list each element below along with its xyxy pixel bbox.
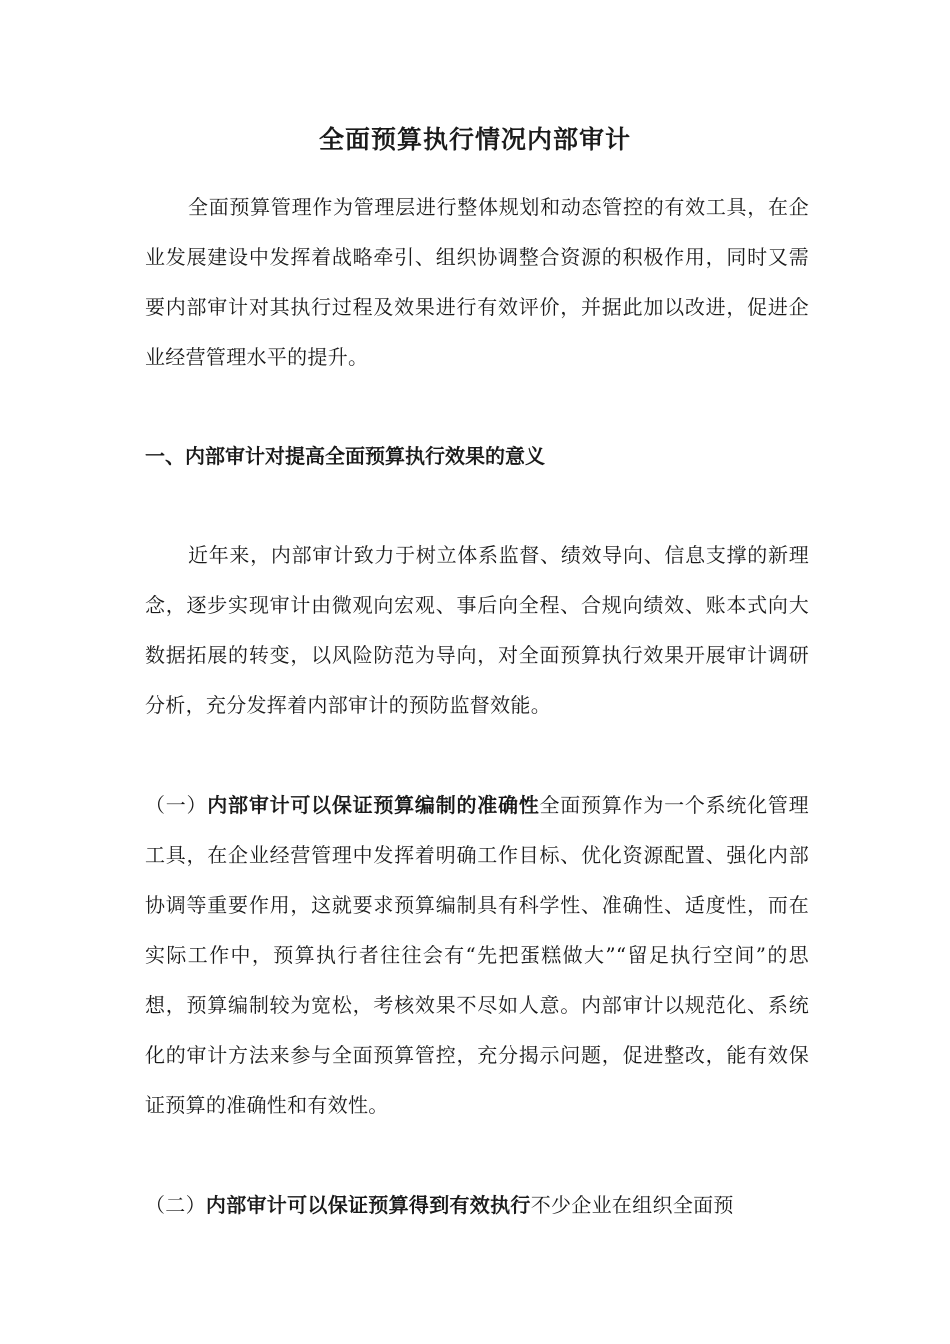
intro-paragraph: 全面预算管理作为管理层进行整体规划和动态管控的有效工具，在企业发展建设中发挥着战略牵引、组织协调整合资源的积极作用，同时又需要内部审计对其执行过程及效果进行有效评价，并据此加以改进，促进企业经营管理水平的提升。 (145, 195, 809, 369)
subsection-2-label: （二） (145, 1193, 206, 1217)
subsection-2-body: 不少企业在组织全面预 (530, 1193, 734, 1217)
section-heading: 一、内部审计对提高全面预算执行效果的意义 (145, 444, 545, 468)
document-title: 全面预算执行情况内部审计 (318, 125, 631, 154)
subsection-2-paragraph (145, 1180, 809, 1230)
section-paragraph: 近年来，内部审计致力于树立体系监督、绩效导向、信息支撑的新理念，逐步实现审计由微观向宏观、事后向全程、合规向绩效、账本式向大数据拓展的转变，以风险防范为导向，对全面预算执行效果开展审计调研分析，充分发挥着内部审计的预防监督效能。 (145, 543, 809, 717)
subsection-1-paragraph (145, 780, 809, 1130)
subsection-2-title: 内部审计可以保证预算得到有效执行 (205, 1193, 531, 1217)
subsection-1-label: （一） (145, 793, 208, 817)
subsection-1-title: 内部审计可以保证预算编制的准确性 (207, 793, 540, 817)
subsection-1-body: 全面预算作为一个系统化管理工具，在企业经营管理中发挥着明确工作目标、优化资源配置、强化内部协调等重要作用，这就要求预算编制具有科学性、准确性、适度性，而在实际工作中，预算执行者往往会有“先把蛋糕做大”“留足执行空间”的思想，预算编制较为宽松，考核效果不尽如人意。内部审计以规范化、系统化的审计方法来参与全面预算管控，充分揭示问题，促进整改，能有效保证预算的准确性和有效性。 (145, 793, 809, 1117)
